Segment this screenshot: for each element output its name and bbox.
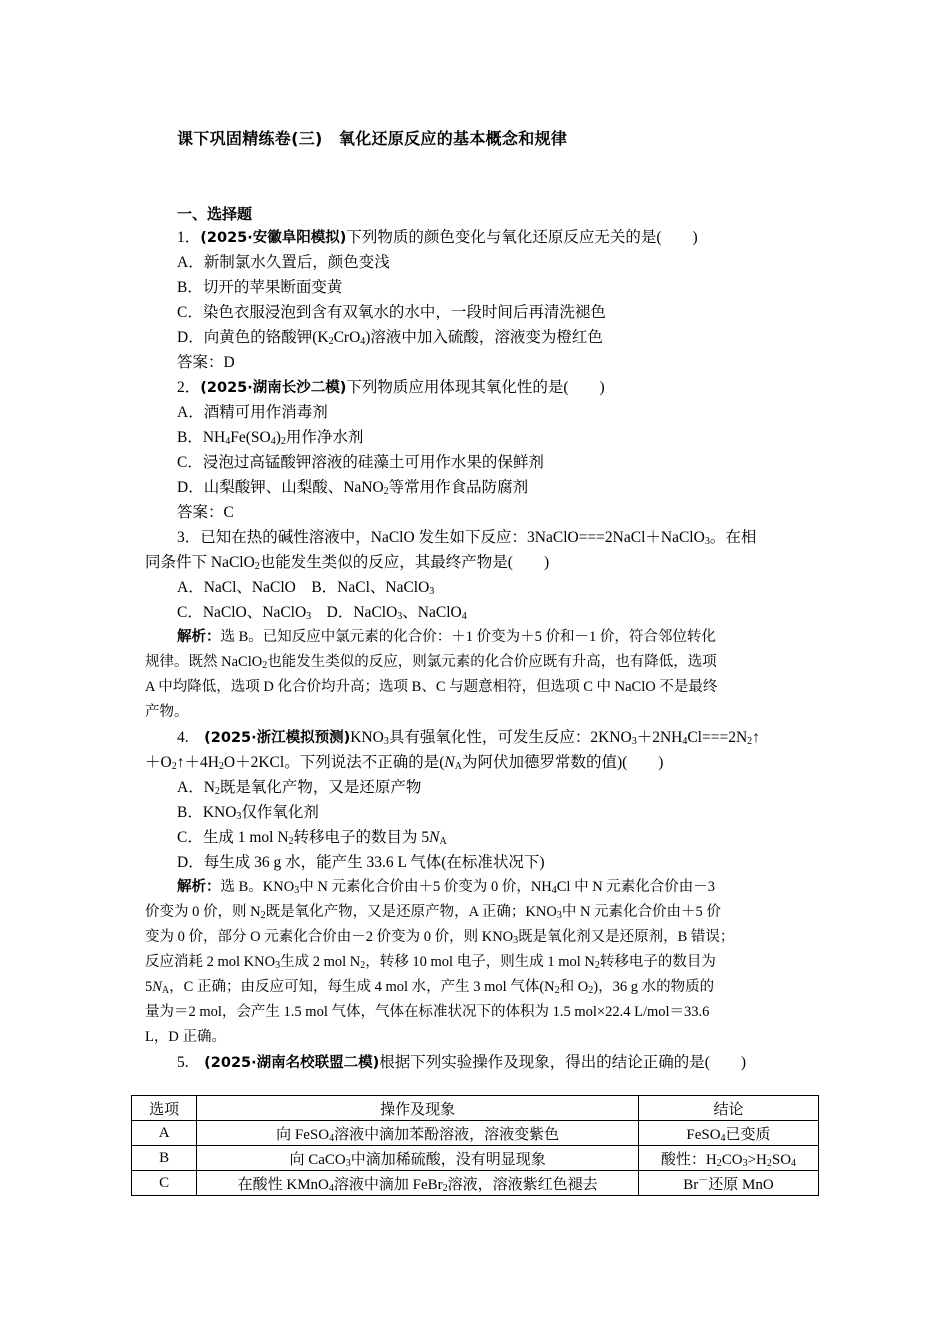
question-1-option-c: C．染色衣服浸泡到含有双氧水的水中，一段时间后再清洗褪色 [177,304,606,321]
question-3-options-cd: C．NaClO、NaClO$_3$ D．NaClO$_3$、NaClO$_4$ [177,604,467,622]
table-cell-conclusion: 酸性：$H_2CO_3>H_2SO_4$ [638,1146,818,1171]
table-cell-conclusion: Br－还原 MnO [638,1171,818,1196]
question-source: (2025·浙江模拟预测) [204,730,351,746]
table-header: 结论 [638,1096,818,1121]
question-4-explanation-line-7: L，D 正确。 [145,1029,226,1045]
question-2-option-b: B．$NH_4Fe(SO_4)_2$用作净水剂 [177,429,364,447]
question-4-stem-line-1: 4. (2025·浙江模拟预测)$KNO_3$具有强氧化性，可发生反应：$2KNO_3+2NH_4Cl===2N_2↑$ [177,729,760,747]
experiment-table [131,1095,819,1196]
question-4-explanation-line-5: $5N_A$，C 正确；由反应可知，每生成 4 mol 水，产生 3 mol 气体($N_2$和 $O_2$)，36 g 水的物质的 [145,979,715,996]
question-1-stem: 1．(2025·安徽阜阳模拟)下列物质的颜色变化与氧化还原反应无关的是( ) [177,229,698,246]
question-4-explanation-line-4: 反应消耗 2 mol $KNO_3$生成 2 mol $N_2$，转移 10 mol 电子，则生成 1 mol $N_2$转移电子的数目为 [145,954,716,971]
table-header-row [132,1096,819,1121]
explanation-label: 解析： [177,629,221,645]
question-2-answer: 答案：C [177,504,234,521]
question-list [145,225,807,1075]
table-cell-option: A [132,1121,197,1146]
question-source: (2025·湖南长沙二模) [200,380,347,396]
question-4-option-a: A．$N_2$既是氧化产物，又是还原产物 [177,779,422,797]
question-3-stem-line-1: 3．已知在热的碱性溶液中，NaClO 发生如下反应：3NaClO===2NaCl＋NaClO$_3$。在相 [177,529,757,547]
table-cell-operation: 在酸性 KMnO$_4$溶液中滴加 FeBr$_2$溶液，溶液紫红色褪去 [197,1171,639,1196]
question-3-explanation-line-4: 产物。 [145,704,189,720]
question-4-explanation-line-2: 价变为 0 价，则 $N_2$既是氧化产物，又是还原产物，A 正确；$KNO_3$中 N 元素化合价由＋5 价 [145,904,721,921]
question-3-stem-line-2: 同条件下 NaClO$_2$也能发生类似的反应，其最终产物是( ) [145,554,550,572]
table-row [132,1121,819,1146]
table-cell-conclusion: FeSO$_4$已变质 [638,1121,818,1146]
question-3-explanation-line-3: A 中均降低，选项 D 化合价均升高；选项 B、C 与题意相符，但选项 C 中 NaClO 不是最终 [145,679,718,695]
table-row [132,1171,819,1196]
section-heading: 一、选择题 [177,205,253,223]
question-3-explanation-line-1: 解析：选 B。已知反应中氯元素的化合价：＋1 价变为＋5 价和－1 价，符合邻位转化 [177,629,716,645]
table-cell-option: B [132,1146,197,1171]
question-5-stem: 5. (2025·湖南名校联盟二模)根据下列实验操作及现象，得出的结论正确的是( ) [177,1054,747,1071]
question-4-explanation-line-3: 变为 0 价，部分 O 元素化合价由－2 价变为 0 价，则 $KNO_3$既是氧化剂又是还原剂，B 错误； [145,929,735,946]
question-4-option-d: D．每生成 36 g 水，能产生 33.6 L 气体(在标准状况下) [177,854,545,871]
table-cell-operation: 向 FeSO$_4$溶液中滴加苯酚溶液，溶液变紫色 [197,1121,639,1146]
page-title: 课下巩固精练卷(三) 氧化还原反应的基本概念和规律 [177,129,568,148]
question-2-option-c: C．浸泡过高锰酸钾溶液的硅藻土可用作水果的保鲜剂 [177,454,544,471]
explanation-label: 解析： [177,879,221,895]
question-1-option-d: D．向黄色的铬酸钾$(K_2CrO_4)$溶液中加入硫酸，溶液变为橙红色 [177,329,603,347]
table-header: 选项 [132,1096,197,1121]
question-4-explanation-line-6: 量为＝2 mol，会产生 1.5 mol 气体，气体在标准状况下的体积为 1.5 mol×22.4 L/mol＝33.6 [145,1004,710,1020]
question-4-stem-line-2: $+O_2↑+4H_2O+2KCl$。下列说法不正确的是($N_A$为阿伏加德罗常数的值)( ) [145,754,664,772]
question-1-option-a: A．新制氯水久置后，颜色变浅 [177,254,390,271]
question-3-options-ab: A．NaCl、NaClO B．NaCl、NaClO$_3$ [177,579,435,597]
table-row [132,1146,819,1171]
question-4-option-b: B．$KNO_3$仅作氧化剂 [177,804,319,822]
question-source: (2025·安徽阜阳模拟) [200,230,347,246]
question-2-option-a: A．酒精可用作消毒剂 [177,404,328,421]
question-1-answer: 答案：D [177,354,235,371]
question-3-explanation-line-2: 规律。既然 NaClO$_2$也能发生类似的反应，则氯元素的化合价应既有升高，也有降低，选项 [145,654,717,671]
question-4-option-c: C．生成 1 mol $N_2$转移电子的数目为 $5N_A$ [177,829,447,847]
table-header: 操作及现象 [197,1096,639,1121]
table-cell-operation: 向 CaCO$_3$中滴加稀硫酸，没有明显现象 [197,1146,639,1171]
question-source: (2025·湖南名校联盟二模) [204,1055,380,1071]
question-4-explanation-line-1: 解析：选 B。$KNO_3$中 N 元素化合价由＋5 价变为 0 价，$NH_4Cl$ 中 N 元素化合价由－3 [177,879,716,896]
question-1-option-b: B．切开的苹果断面变黄 [177,279,343,296]
question-2-stem: 2．(2025·湖南长沙二模)下列物质应用体现其氧化性的是( ) [177,379,605,396]
question-2-option-d: D．山梨酸钾、山梨酸、NaNO$_2$等常用作食品防腐剂 [177,479,529,497]
table-cell-option: C [132,1171,197,1196]
